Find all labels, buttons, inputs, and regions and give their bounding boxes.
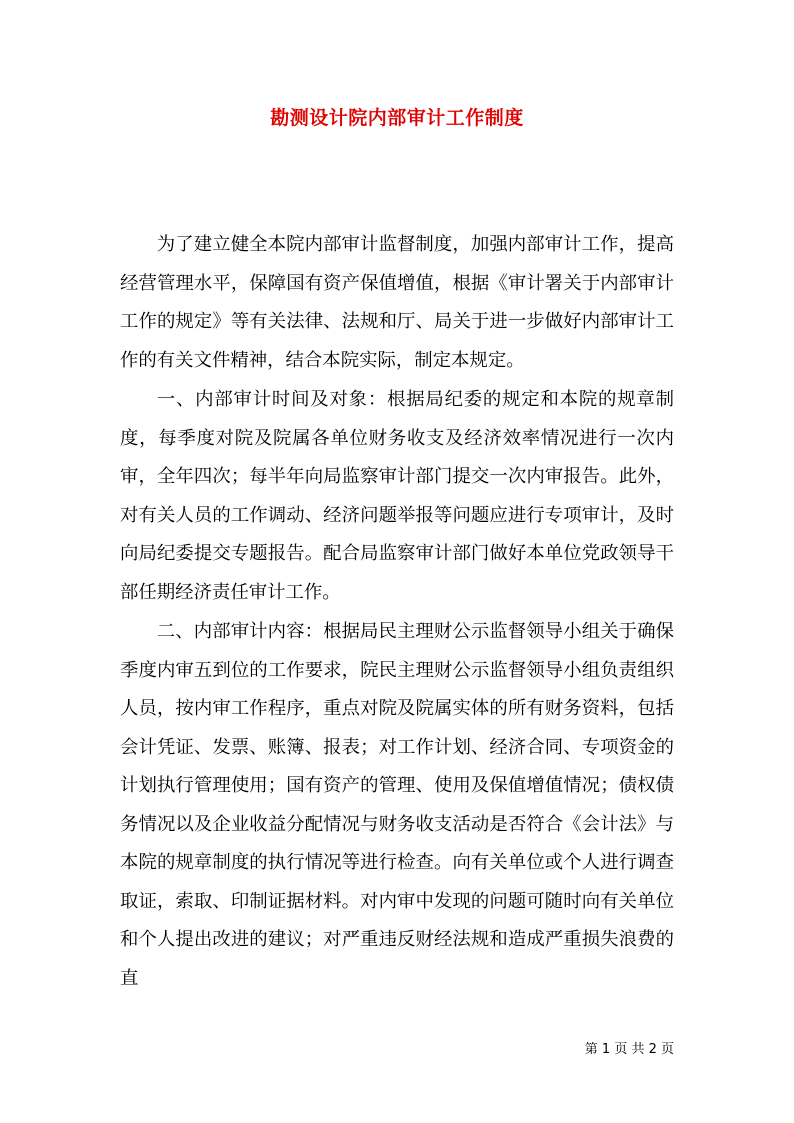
document-title: 勘测设计院内部审计工作制度 bbox=[270, 107, 524, 129]
document-body bbox=[120, 226, 674, 998]
paragraph-intro: 为了建立健全本院内部审计监督制度，加强内部审计工作，提高经营管理水平，保障国有资产保值增值，根据《审计署关于内部审计工作的规定》等有关法律、法规和厅、局关于进一步做好内部审计工作的有关文件精神，结合本院实际，制定本规定。 bbox=[120, 234, 674, 371]
paragraph-section-1: 一、内部审计时间及对象：根据局纪委的规定和本院的规章制度，每季度对院及院属各单位财务收支及经济效率情况进行一次内审，全年四次；每半年向局监察审计部门提交一次内审报告。此外，对有关人员的工作调动、经济问题举报等问题应进行专项审计，及时向局纪委提交专题报告。配合局监察审计部门做好本单位党政领导干部任期经济责任审计工作。 bbox=[120, 389, 674, 603]
page-number-footer: 第 1 页 共 2 页 bbox=[584, 1042, 674, 1057]
paragraph-section-2: 二、内部审计内容：根据局民主理财公示监督领导小组关于确保季度内审五到位的工作要求，院民主理财公示监督领导小组负责组织人员，按内审工作程序，重点对院及院属实体的所有财务资料，包括会计凭证、发票、账簿、报表；对工作计划、经济合同、专项资金的计划执行管理使用；国有资产的管理、使用及保值增值情况；债权债务情况以及企业收益分配情况与财务收支活动是否符合《会计法》与本院的规章制度的执行情况等进行检查。向有关单位或个人进行调查取证，索取、印制证据材料。对内审中发现的问题可随时向有关单位和个人提出改进的建议；对严重违反财经法规和造成严重损失浪费的直 bbox=[120, 621, 674, 989]
